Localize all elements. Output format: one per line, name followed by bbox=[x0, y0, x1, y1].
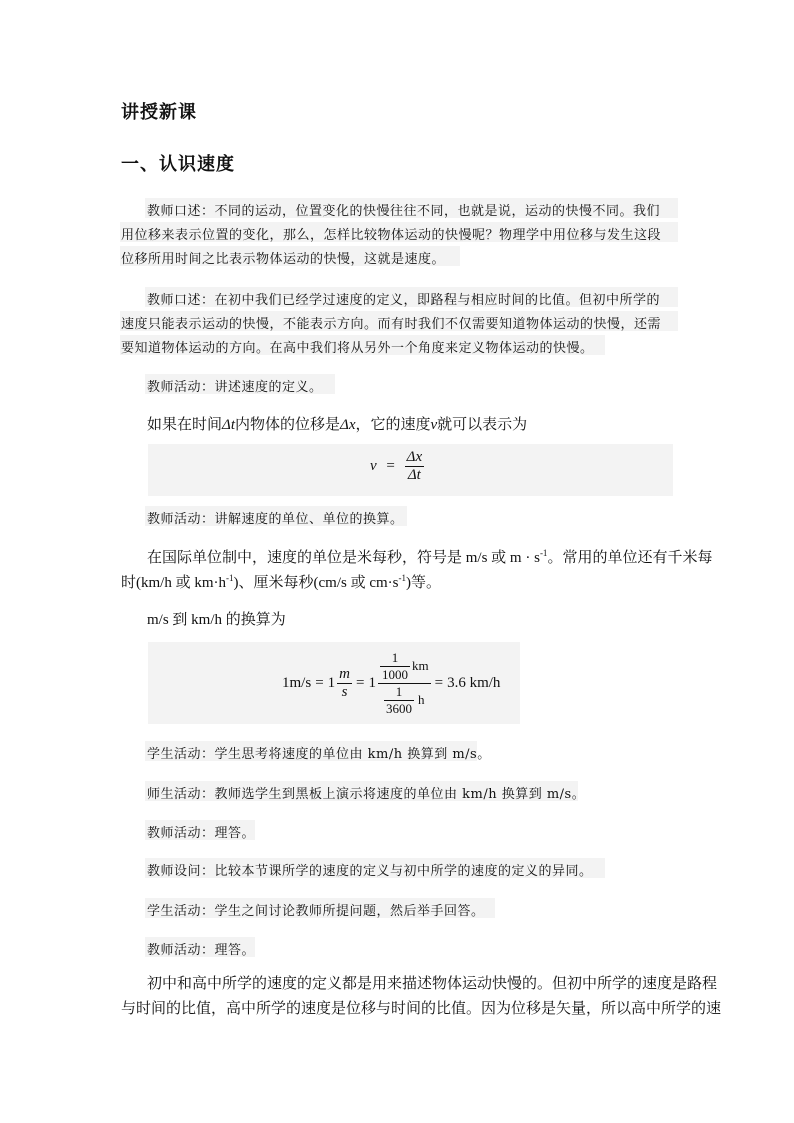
formula-lhs: 1m/s bbox=[282, 674, 312, 691]
fraction-denominator: Δt bbox=[407, 467, 421, 483]
fraction-denominator: 1000 bbox=[381, 666, 408, 682]
formula-equals: = bbox=[386, 458, 395, 474]
text-run: 内物体的位移是 bbox=[235, 417, 341, 433]
text-run: 如果在时间 bbox=[147, 417, 223, 433]
text-run: 。常用的单位还有千米每 bbox=[547, 550, 713, 566]
fraction-numerator: 1 bbox=[395, 683, 403, 699]
paragraph-line: 与时间的比值，高中所学的速度是位移与时间的比值。因为位移是矢量，所以高中所学的速 bbox=[121, 1001, 722, 1017]
paragraph-line: 教师口述：在初中我们已经学过速度的定义，即路程与相应时间的比值。但初中所学的 bbox=[147, 293, 661, 308]
formula-result: 3.6 km/h bbox=[447, 674, 501, 691]
formula-fraction bbox=[337, 666, 352, 701]
formula-lhs: v bbox=[370, 458, 377, 474]
compound-fraction bbox=[378, 650, 431, 717]
text-run: 在国际单位制中，速度的单位是米每秒，符号是 m/s 或 m · s bbox=[147, 550, 540, 566]
text-run: 就可以表示为 bbox=[437, 417, 528, 433]
text-run: ，它的速度 bbox=[355, 417, 431, 433]
paragraph-line: 教师设问：比较本节课所学的速度的定义与初中所学的速度的定义的异同。 bbox=[147, 864, 593, 879]
paragraph-line: 教师活动：讲解速度的单位、单位的换算。 bbox=[147, 512, 404, 527]
unit-label: km bbox=[411, 658, 429, 673]
compound-denominator bbox=[378, 684, 431, 717]
fraction-numerator: m bbox=[339, 665, 350, 682]
unit-conversion-formula bbox=[282, 646, 500, 720]
paragraph-line: 初中和高中所学的速度的定义都是用来描述物体运动快慢的。但初中所学的速度是路程 bbox=[147, 976, 718, 992]
unit-label: h bbox=[418, 692, 425, 707]
superscript: -1 bbox=[226, 573, 234, 583]
compound-numerator bbox=[378, 650, 431, 683]
math-var: Δx bbox=[340, 417, 356, 433]
superscript: -1 bbox=[539, 548, 548, 558]
formula-equals: = bbox=[315, 674, 324, 691]
paragraph-line: m/s 到 km/h 的换算为 bbox=[147, 612, 286, 628]
paragraph-line: 学生活动：学生之间讨论教师所提问题，然后举手回答。 bbox=[147, 904, 485, 919]
fraction-denominator: s bbox=[341, 683, 348, 700]
superscript: -1 bbox=[398, 573, 406, 583]
subsection-heading: 一、认识速度 bbox=[121, 154, 235, 175]
paragraph-line: 位移所用时间之比表示物体运动的快慢，这就是速度。 bbox=[121, 252, 446, 267]
fraction-numerator: Δx bbox=[406, 449, 423, 465]
paragraph-line: 教师活动：理答。 bbox=[147, 826, 256, 841]
paragraph-line bbox=[147, 413, 527, 434]
paragraph-line: 学生活动：学生思考将速度的单位由 km/h 换算到 m/s。 bbox=[147, 747, 491, 762]
formula-equals: = bbox=[434, 674, 444, 691]
paragraph-line: 用位移来表示位置的变化，那么，怎样比较物体运动的快慢呢？物理学中用位移与发生这段 bbox=[121, 228, 662, 243]
paragraph-line: 要知道物体运动的方向。在高中我们将从另外一个角度来定义物体运动的快慢。 bbox=[121, 341, 594, 356]
paragraph-line: 教师活动：理答。 bbox=[147, 943, 256, 958]
paragraph-line: 师生活动：教师选学生到黑板上演示将速度的单位由 km/h 换算到 m/s。 bbox=[147, 787, 586, 802]
math-var: v bbox=[430, 417, 438, 433]
formula-equals: = bbox=[356, 674, 365, 691]
inner-fraction bbox=[380, 650, 410, 683]
formula-coefficient: 1 bbox=[368, 674, 376, 691]
fraction-numerator: 1 bbox=[391, 649, 399, 665]
math-var: Δt bbox=[222, 417, 235, 433]
paragraph-line: 速度只能表示运动的快慢，不能表示方向。而有时我们不仅需要知道物体运动的快慢，还需 bbox=[121, 317, 662, 332]
text-run: )、厘米每秒(cm/s 或 cm·s bbox=[233, 575, 399, 591]
text-run: 时(km/h 或 km·h bbox=[121, 575, 226, 591]
paragraph-line: 教师口述：不同的运动，位置变化的快慢往往不同，也就是说，运动的快慢不同。我们 bbox=[147, 204, 661, 219]
text-run: )等。 bbox=[405, 575, 441, 591]
inner-fraction bbox=[384, 684, 414, 717]
formula-fraction bbox=[405, 449, 424, 484]
paragraph-line bbox=[121, 571, 441, 592]
paragraph-line bbox=[147, 546, 712, 567]
fraction-denominator: 3600 bbox=[386, 700, 413, 716]
section-heading: 讲授新课 bbox=[121, 102, 197, 123]
formula-coefficient: 1 bbox=[327, 674, 336, 691]
paragraph-line: 教师活动：讲述速度的定义。 bbox=[147, 380, 323, 395]
velocity-formula bbox=[370, 449, 424, 484]
